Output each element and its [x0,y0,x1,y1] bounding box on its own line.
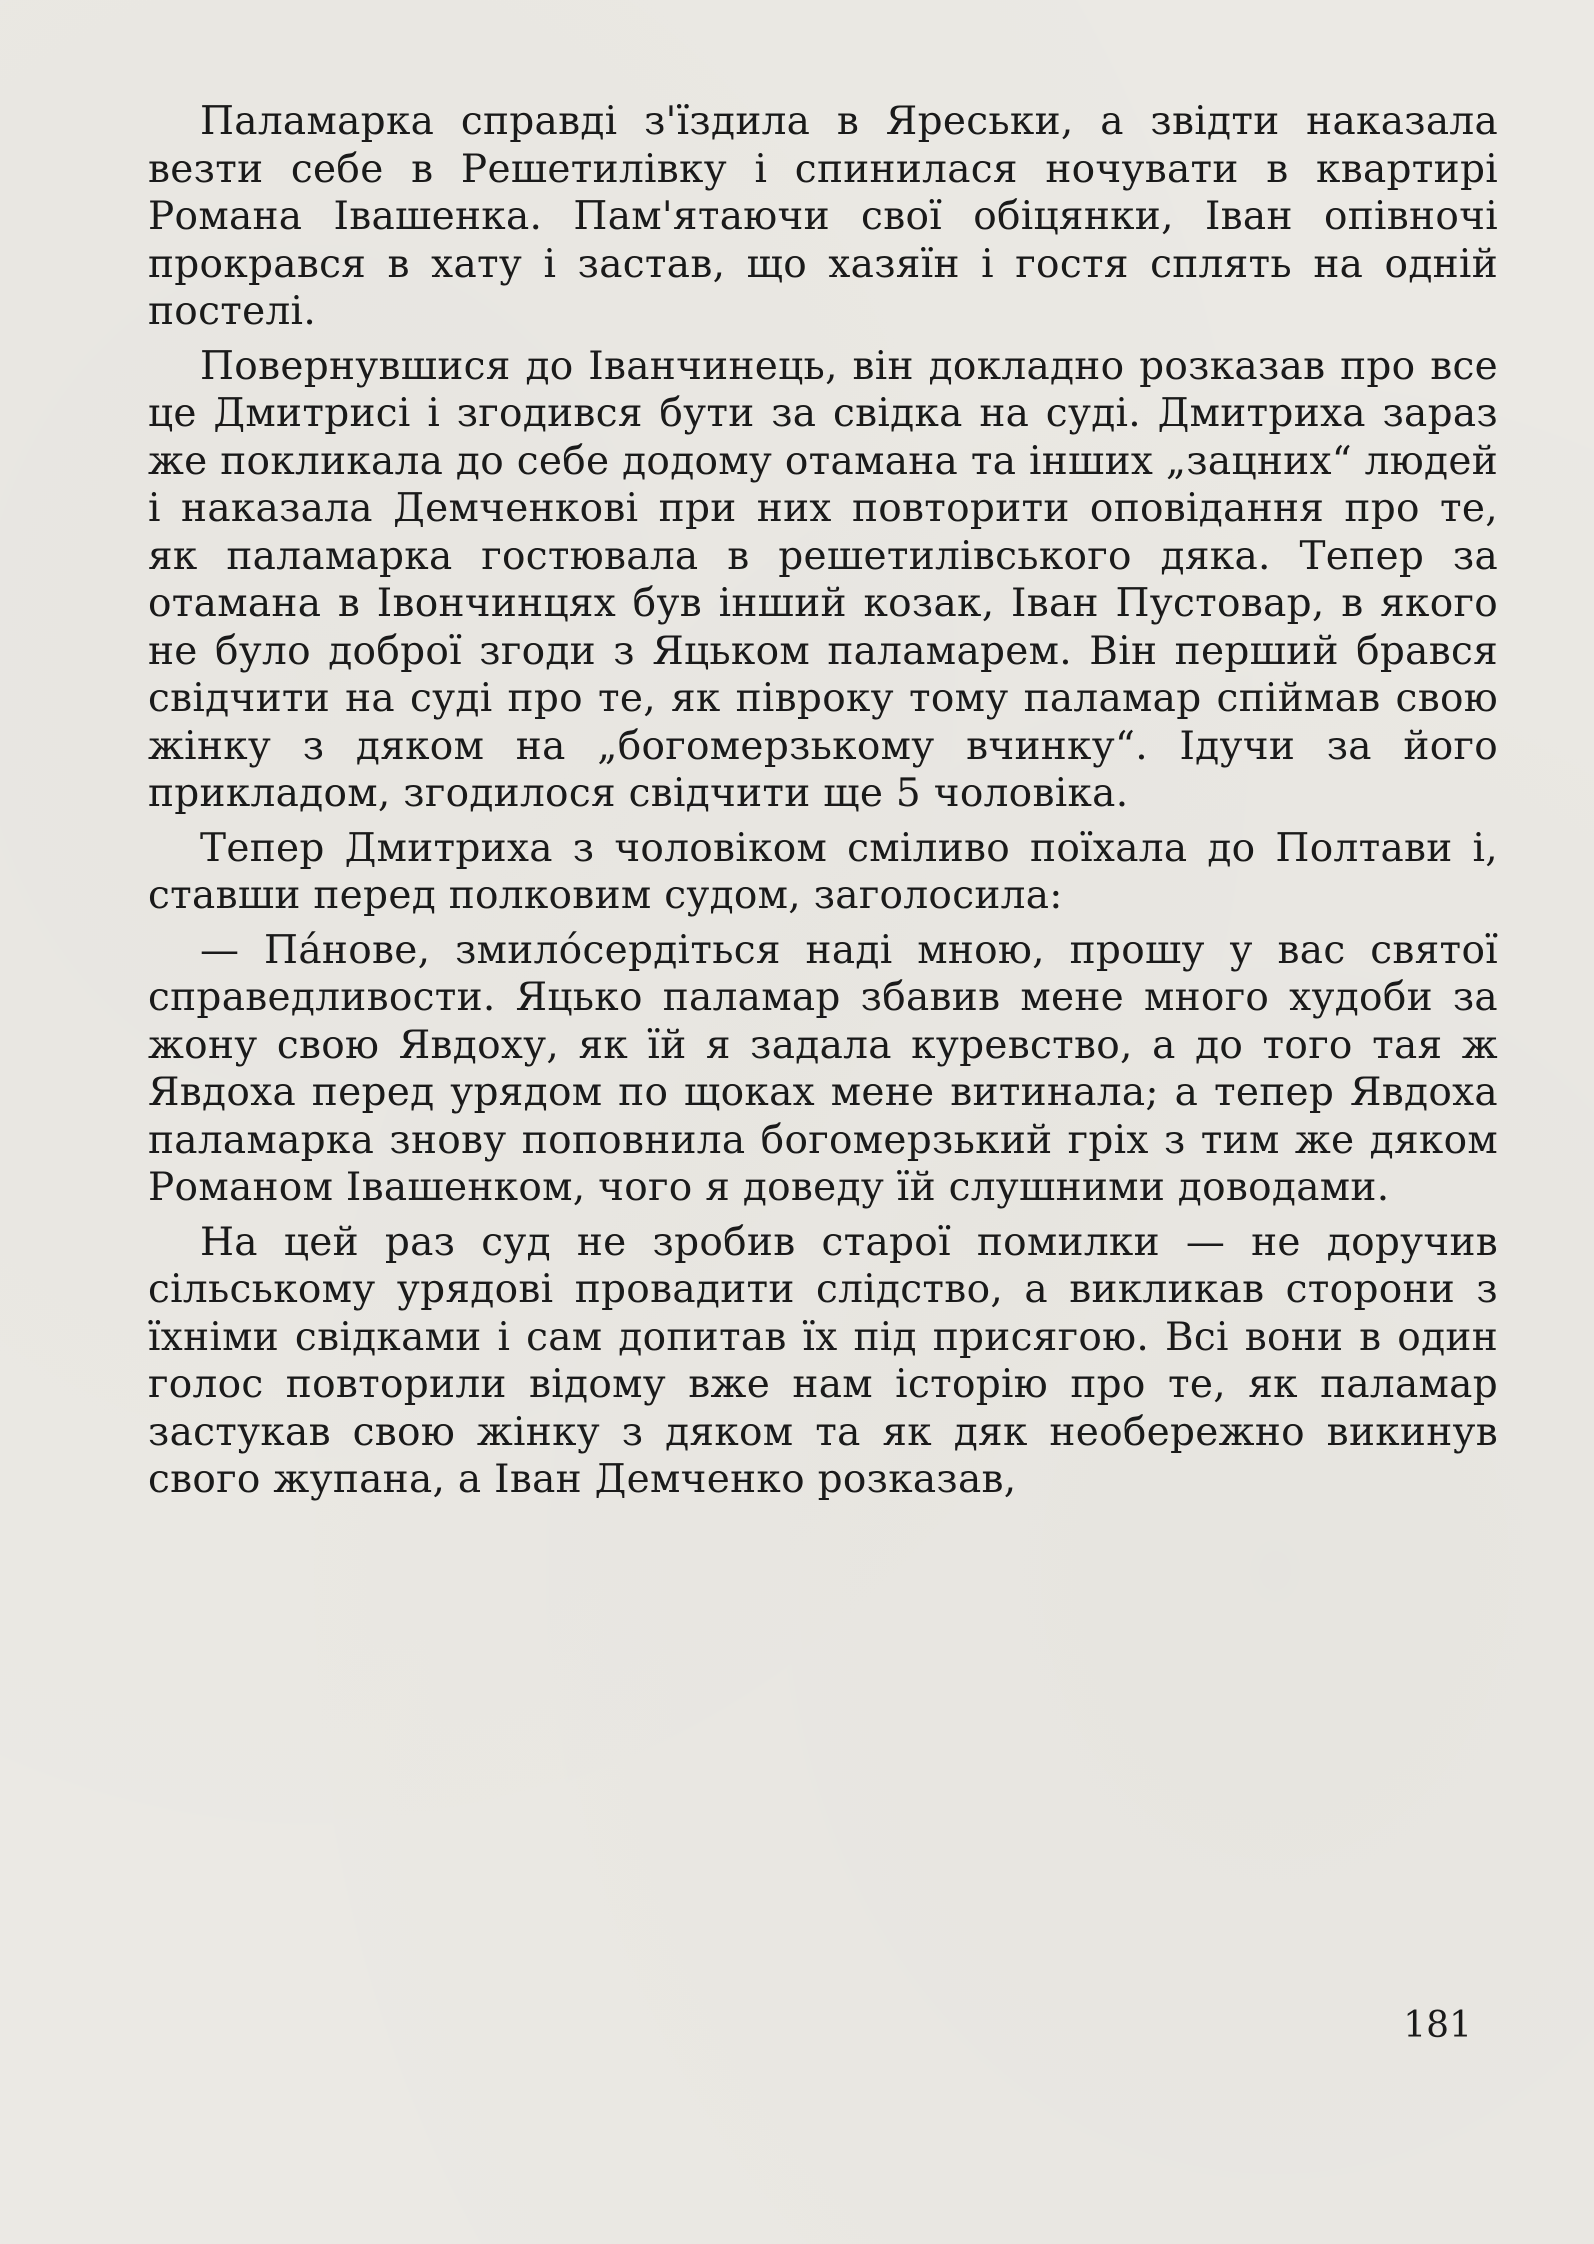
body-text [148,98,1498,1504]
paragraph-1: Паламарка справді з'їздила в Яреськи, а звідти наказала везти себе в Решетилівку і спинилася ночувати в квартирі Романа Івашенка. Пам'ятаючи свої обіцянки, Іван опівночі прокрався в хату і застав, що хазяїн і гостя сплять на одній постелі. [148,99,1498,334]
paragraph-5: На цей раз суд не зробив старої помилки — не доручив сільському урядові провадити слідство, а викликав сторони з їхніми свідками і сам допитав їх під присягою. Всі вони в один голос повторили відому вже нам історію про те, як паламар застукав свою жінку з дяком та як дяк необережно викинув свого жупана, а Іван Демченко розказав, [148,1219,1498,1502]
paragraph-2: Повернувшися до Іванчинець, він докладно розказав про все це Дмитрисі і згодився бути за свідка на суді. Дмитриха зараз же покликала до себе додому отамана та інших „зацних“ людей і наказала Демченкові при них повторити оповідання про те, як паламарка гостювала в решетилівського дяка. Тепер за отамана в Івончинцях був інший козак, Іван Пустовар, в якого не було доброї згоди з Яцьком паламарем. Він перший брався свідчити на суді про те, як півроку тому паламар спіймав свою жінку з дяком на „богомерзькому вчинку“. Ідучи за його прикладом, згодилося свідчити ще 5 чоловіка. [148,343,1498,816]
paragraph-4: — Па́нове, змило́сердіться наді мною, прошу у вас святої справедливости. Яцько паламар збавив мене много худоби за жону свою Явдоху, як їй я задала куревство, а до того тая ж Явдоха перед урядом по щоках мене витинала; а тепер Явдоха паламарка знову поповнила богомерзький гріх з тим же дяком Романом Івашенком, чого я доведу їй слушними доводами. [148,927,1498,1210]
page-number: 181 [1403,2005,1472,2046]
paragraph-3: Тепер Дмитриха з чоловіком сміливо поїхала до Полтави і, ставши перед полковим судом, заголосила: [148,825,1498,918]
